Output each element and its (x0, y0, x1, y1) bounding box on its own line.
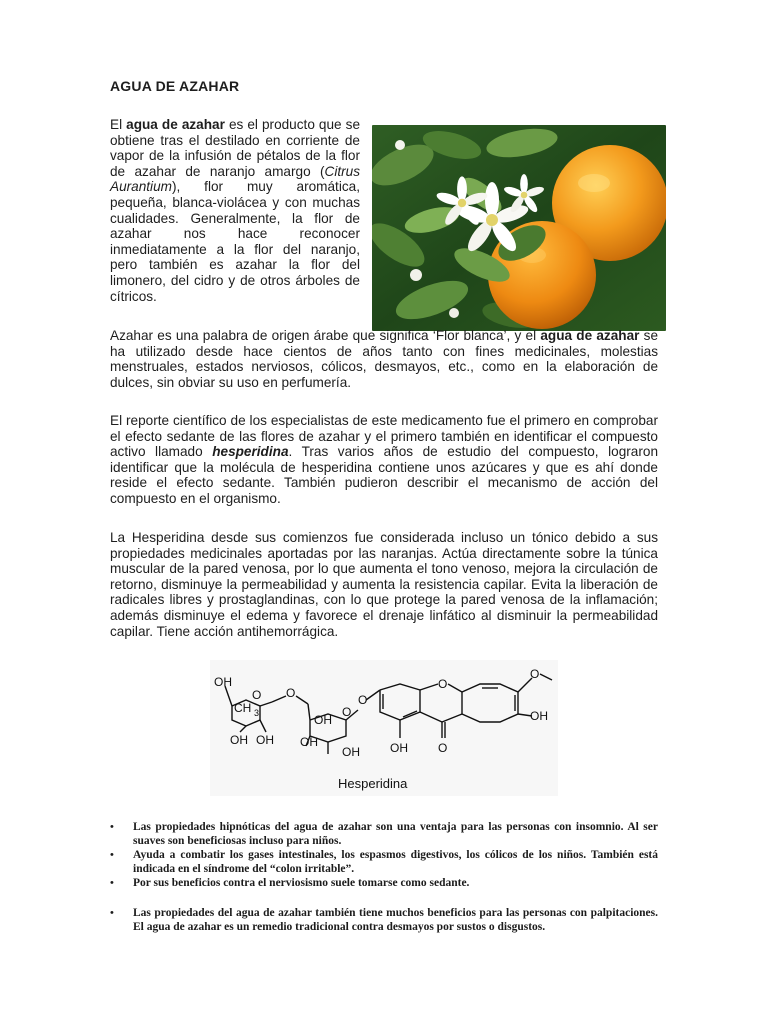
intro-paragraph (110, 117, 360, 304)
structure-label-ch3-subscript: 3 (254, 708, 260, 718)
structure-label-oh-3: OH (256, 733, 274, 747)
structure-label-o-7: O (530, 667, 540, 681)
origin-text-2: se ha utilizado desde hace cientos de años tanto con fines medicinales, molestias menstruales, estados nerviosos, cólicos, desmayos, etc., como en la elaboración de dulces, sin obviar su uso en perfumería. (110, 328, 659, 390)
report-text-2: . Tras varios años de estudio del compuesto, lograron identificar que la molécula de hesperidina contiene unos azúcares y que es ahí donde reside el efecto sedante. También pudieron describir el mecanismo de acción del compuesto en el organismo. (110, 444, 658, 506)
benefits-list (110, 820, 658, 934)
hesperidin-structure-diagram (210, 660, 558, 796)
origin-text-1: Azahar es una palabra de origen árabe que significa ‘Flor blanca’, y el (110, 328, 541, 343)
orange-blossom-photo (372, 125, 666, 331)
structure-label-o-4: O (358, 693, 368, 707)
origin-term: agua de azahar (540, 328, 640, 343)
list-item (110, 848, 658, 876)
structure-label-ch3: CH (234, 701, 252, 715)
page-title: AGUA DE AZAHAR (110, 78, 240, 94)
list-item-text: Las propiedades hipnóticas del agua de azahar son una ventaja para las personas con insomnio. Al ser suaves son beneficiosas incluso para niños. (133, 821, 658, 847)
list-item (110, 820, 658, 848)
report-term: hesperidina (212, 444, 289, 460)
structure-label-oh-2: OH (230, 733, 248, 747)
structure-label-oh-7: OH (390, 741, 408, 755)
structure-label-o-1: O (252, 688, 262, 702)
structure-label-oh-6: OH (342, 745, 360, 759)
bullet-icon: • (110, 849, 114, 861)
intro-latin-name: Citrus Aurantium (110, 163, 360, 195)
structure-label-oh-4: OH (314, 713, 332, 727)
origin-paragraph (110, 328, 658, 390)
report-paragraph (110, 413, 658, 507)
intro-text-1: es el producto que se obtiene tras el destilado en corriente de vapor de la infusión de pétalos de la flor de azahar de naranjo amargo ( (110, 117, 361, 179)
structure-caption: Hesperidina (338, 776, 408, 791)
structure-label-o-2: O (286, 686, 296, 700)
list-item (110, 876, 658, 890)
list-item-text: Por sus beneficios contra el nerviosismo suele tomarse como sedante. (133, 877, 470, 889)
intro-text-2: ), flor muy aromática, pequeña, blanca-violácea y con muchas cualidades. Generalmente, la flor de azahar nos hace reconocer inmediatamente a la flor del naranjo, pero también es azahar la flor del limonero, del cidro y de otros árboles de cítricos. (110, 179, 360, 304)
intro-lead: El (110, 117, 127, 132)
report-text-1: El reporte científico de los especialistas de este medicamento fue el primero en comprobar el efecto sedante de las flores de azahar y el primero también en identificar el compuesto activo llamado (110, 413, 658, 460)
structure-label-o-5: O (438, 677, 448, 691)
structure-label-o-6: O (438, 741, 448, 755)
structure-label-oh-8: OH (530, 709, 548, 723)
hesperidin-paragraph: La Hesperidina desde sus comienzos fue considerada incluso un tónico debido a sus propiedades medicinales aportadas por las naranjas. Actúa directamente sobre la túnica muscular de la pared venosa, por lo que aumenta el tono venoso, mejora la circulación de retorno, disminuye la permeabilidad y aumenta la resistencia capilar. Evita la liberación de radicales libres y prostaglandinas, con lo que protege la pared venosa de la inflamación; además disminuye el edema y favorece el drenaje linfático al disminuir la permeabilidad capilar. Tiene acción antihemorrágica. (110, 530, 658, 639)
list-item-text: Ayuda a combatir los gases intestinales, los espasmos digestivos, los cólicos de los niños. También está indicada en el síndrome del “colon irritable”. (133, 849, 658, 875)
bullet-icon: • (110, 877, 114, 889)
structure-label-o-3: O (342, 705, 352, 719)
list-item-text: Las propiedades del agua de azahar también tiene muchos beneficios para las personas con palpitaciones. El agua de azahar es un remedio tradicional contra desmayos por sustos o disgustos. (133, 907, 658, 933)
list-item (110, 906, 658, 934)
intro-term: agua de azahar (126, 117, 225, 132)
structure-label-oh-5: OH (300, 735, 318, 749)
bullet-icon: • (110, 821, 114, 833)
structure-label-oh-1: OH (214, 675, 232, 689)
bullet-icon: • (110, 907, 114, 919)
